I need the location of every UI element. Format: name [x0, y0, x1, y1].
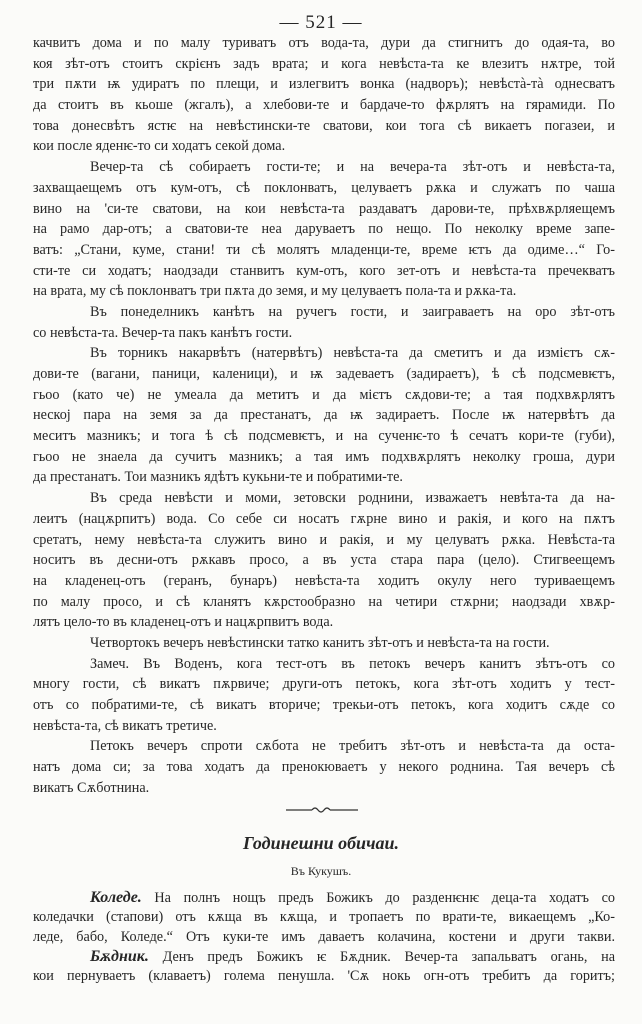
text-line: вино на 'си-те сватови, на кои невѣста-та раздаватъ дарови-те, прѣхвѫрляещемъ [33, 200, 615, 217]
text-line [33, 947, 615, 967]
section-text [33, 888, 615, 987]
text-line: со невѣста-та. Вечер-та пакъ канѣтъ гости. [33, 324, 293, 341]
text-line: кои пернуваетъ (клаваетъ) голема пенушла. 'Сѫ нокь огн-отъ требитъ да горитъ; [33, 968, 615, 985]
text-line: захващаещемъ отъ кум-отъ, сѣ поклонватъ, целуваетъ рѫка и служатъ по чаша [33, 179, 615, 196]
text-line: дови-те (вагани, паници, каленици), и ѭ задеваетъ (задираетъ), ѣ сѣ подсмевѥтъ, [33, 366, 615, 382]
text-line [33, 888, 615, 908]
text-line: на рамо дар-отъ; а сватови-те неа даруваетъ по нещо. По неколку време запе- [33, 221, 615, 238]
text-line: да престанатъ. Тои мазникъ ядѣтъ кукьни-те и побратими-те. [33, 469, 403, 486]
section-subtitle: Въ Кукушъ. [290, 864, 352, 878]
text-line: сретатъ, нему невѣста-та служитъ вино и ракія, и му целуватъ рѫка. Невѣста-та [33, 531, 615, 548]
text-line: да стоитъ въ кьоше (жгалъ), а хлебови-те и бардаче-то фѫрлятъ на гярамиди. По [33, 97, 615, 114]
text-line: три пѫти ѭ удиратъ по плещи, и излегвитъ вонка (надворъ); невѣстà-тà однесватъ [33, 76, 615, 93]
text-line: многу гости, сѣ викатъ пѫрвиче; други-отъ петокъ, кога зѣт-отъ ходитъ у тест- [33, 676, 615, 693]
text-line: ватъ: „Стани, куме, стани! ти сѣ молятъ младенци-те, време ѥтъ да одиме…“ Го- [33, 241, 615, 258]
text-line: Вечер-та сѣ собираетъ гости-те; и на вечера-та зѣт-отъ и невѣста-та, [90, 159, 615, 176]
text-line: коледачки (стапови) отъ кѫща въ кѫща, и тропаетъ по врати-те, викаещемъ „Ко- [33, 908, 615, 925]
text-line: Въ понеделникъ канѣтъ на ручегъ гости, и заиграваетъ на оро зѣт-отъ [90, 303, 615, 320]
text-line: качвитъ дома и по малу туриватъ отъ вода-та, дури да стигнитъ до одая-та, во [33, 35, 615, 51]
text-line: сти-те си ходатъ; наодзади станвитъ кум-отъ, кого зет-отъ и невѣста-та пречекватъ [33, 262, 615, 279]
text-line: на врата, му сѣ поклонватъ три пѫта до земя, и му целуваетъ пола-та и рѫка-та. [33, 283, 517, 300]
text-line: по малу просо, и сѣ кланятъ кѫрстообразно на четири стѫрни; наодзади хвѫр- [33, 593, 615, 610]
entry-heading: Коледе. [90, 889, 142, 906]
text-line: Четвортокъ вечеръ невѣстински татко канитъ зѣт-отъ и невѣста-та на гости. [90, 634, 550, 651]
page-number: — 521 — [279, 12, 363, 33]
text-line: носитъ въ десни-отъ рѫкавъ просо, а въ уста стара пара (цело). Стигвеещемъ [33, 552, 615, 569]
text-line: гьоо не знаела да сучитъ мазникъ; а тая имъ подхвѫрлятъ неколку гроша, дури [33, 448, 615, 465]
text-line: Замеч. Въ Воденъ, кога тест-отъ въ петокъ вечеръ канитъ зѣтъ-отъ со [90, 655, 615, 672]
text-line: на кладенец-отъ (геранъ, бунаръ) невѣста-та ходитъ окулу него туриваещемъ [33, 572, 615, 589]
text-line: натъ дома си; за това ходатъ да пренокюваетъ у некого роднина. Тая вечеръ сѣ [33, 759, 615, 776]
text-line: гьоо (като че) не умеала да метитъ и да мієтъ сѫдови-те; а тая подхвѫрлятъ [33, 386, 615, 403]
text-line: леде, бабо, Коледе.“ Отъ куки-те имъ даваетъ колачина, костени и други такви. [33, 928, 615, 945]
text-span: Денъ предъ Божикъ ѥ Бѫдник. Вечер-та запальватъ огань, на [148, 949, 615, 966]
text-line: леитъ (нацѫрпитъ) вода. Со себе си носатъ гѫрне вино и ракія, и кого на пѫтъ [33, 510, 615, 527]
text-line: коя зѣт-отъ стоитъ скрієнъ задъ врата; и кога невѣста-та ке влезитъ нѫтре, той [33, 55, 615, 72]
text-line: отъ со побратими-те, сѣ викатъ вториче; трекьи-отъ петокъ, кога ходитъ сѫде со [33, 697, 615, 713]
text-line: това донесвѣтъ ястѥ на невѣстински-те сватови, кои тога сѣ викаетъ погазеи, и [33, 117, 615, 134]
text-line: невѣста-та, сѣ викатъ третиче. [33, 717, 217, 734]
entry-heading: Бѫдник. [90, 948, 149, 966]
text-line: лятъ цело-то въ кладенец-отъ и нацѫрпвитъ вода. [33, 614, 334, 631]
text-line: викатъ Сѫботнина. [33, 779, 150, 796]
section-title: Годинешни обичаи. [242, 833, 400, 853]
text-line: кои после яденѥ-то си ходатъ секой дома. [33, 138, 286, 155]
text-line: меситъ мазникъ; и тога ѣ сѣ подсмевѥтъ, и на сученѥ-то ѣ сечатъ кори-те (губи), [33, 428, 615, 445]
section-divider-ornament [286, 806, 358, 814]
body-text [33, 33, 615, 798]
text-span: На полнъ нощъ предъ Божикъ до разденѥнѥ деца-та ходатъ со [141, 890, 615, 906]
text-line: Въ торникъ накарвѣтъ (натервѣтъ) невѣста-та да сметитъ и да измієтъ сѫ- [90, 345, 615, 362]
text-line: неској пара на земя за да престанатъ, да ѭ задираетъ. После ѭ натервѣтъ да [33, 407, 615, 424]
text-line: Въ среда невѣсти и моми, зетовски роднини, изважаетъ невѣта-та да на- [90, 490, 615, 507]
text-line: Петокъ вечеръ спроти сѫбота не требитъ зѣт-отъ и невѣста-та да оста- [90, 738, 615, 755]
